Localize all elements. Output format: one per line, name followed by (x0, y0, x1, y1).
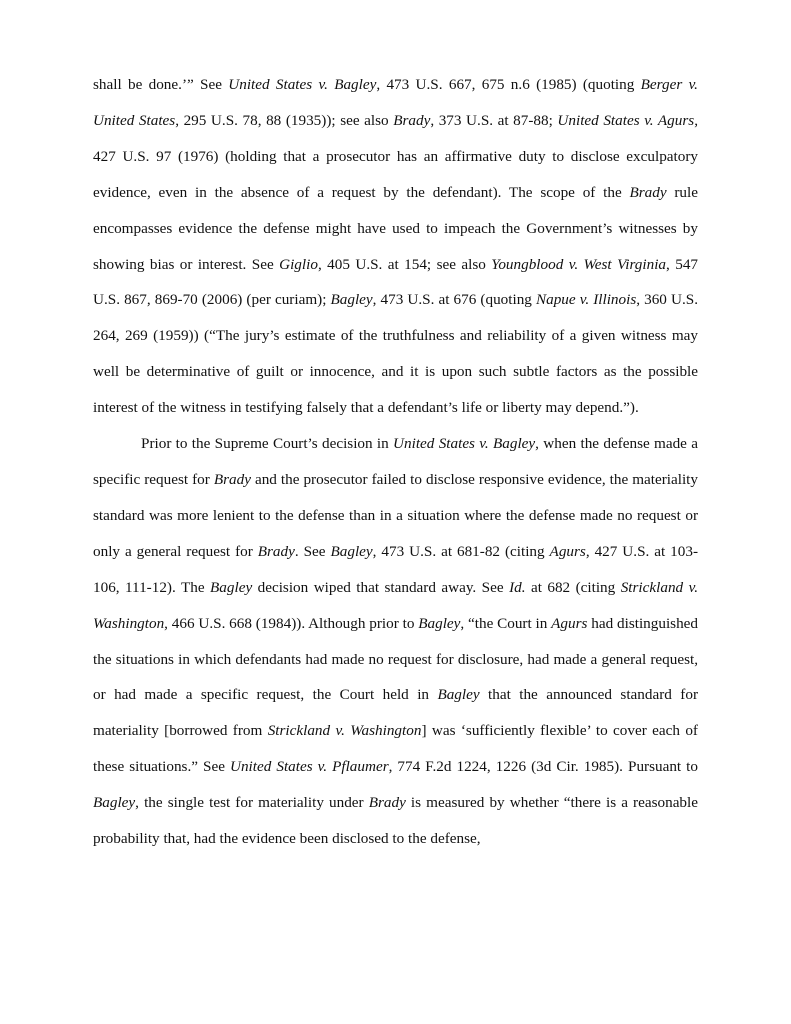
body-text-segment: ] was ‘sufficiently flexible’ to cover each of these situations.” See (93, 722, 698, 776)
italic-citation-text: Bagley (330, 542, 373, 560)
body-text-segment: , 373 U.S. at 87-88; (430, 111, 558, 129)
paragraph-1 (93, 67, 698, 426)
italic-citation-text: Brady (257, 542, 295, 560)
italic-citation-text: Agurs (551, 614, 588, 632)
italic-citation-text: Bagley (93, 794, 136, 812)
italic-citation-text: United States v. Bagley (228, 76, 377, 93)
body-text-segment: , 774 F.2d 1224, 1226 (3d Cir. 1985). Pursuant to (388, 758, 698, 776)
body-text-segment: , 427 U.S. at 103-106, 111-12). The (93, 542, 699, 596)
italic-citation-text: Bagley (418, 614, 461, 632)
italic-citation-text: Bagley (210, 578, 253, 596)
body-text-segment: , when the defense made a specific request for (93, 435, 698, 488)
italic-citation-text: Brady (213, 470, 251, 488)
italic-citation-text: United States v. Agurs (557, 111, 695, 129)
italic-citation-text: Brady (629, 183, 667, 201)
body-text-segment: had distinguished the situations in which defendants had made no request for disclosure, had made a general request, or had made a specific request, the Court held in (93, 614, 699, 704)
italic-citation-text: Napue v. Illinois (535, 291, 637, 309)
body-text-segment: that the announced standard for materiality [borrowed from (93, 686, 698, 740)
body-text-segment: , 547 U.S. 867, 869-70 (2006) (per curiam); (93, 255, 699, 309)
body-text-segment: rule encompasses evidence the defense might have used to impeach the Government’s witnesses by showing bias or interest. See (93, 183, 698, 273)
italic-citation-text: Agurs (549, 542, 586, 560)
italic-citation-text: United States v. Pflaumer (229, 758, 389, 776)
italic-citation-text: United States v. Bagley (393, 435, 536, 453)
italic-citation-text: Strickland v. Washington (93, 578, 698, 632)
body-text-segment: Prior to the Supreme Court’s decision in (141, 435, 394, 453)
body-text-segment: shall be done.’” See (93, 76, 229, 93)
body-text-segment: , 473 U.S. 667, 675 n.6 (1985) (quoting (376, 76, 641, 93)
italic-citation-text: Id. (509, 578, 526, 596)
italic-citation-text: Bagley (330, 291, 373, 309)
body-text-segment: , 360 U.S. 264, 269 (1959)) (“The jury’s estimate of the truthfulness and reliability of a given witness may well be determinative of guilt or innocence, and it is upon such subtle factors as the possible interest of the witness in testifying falsely that a defendant’s life or liberty may depend.”). (93, 291, 698, 417)
italic-citation-text: Berger v. United States (93, 76, 698, 129)
body-text-segment: is measured by whether “there is a reasonable probability that, had the evidence been disclosed to the defense, (93, 794, 698, 848)
body-text-segment: . See (294, 542, 331, 560)
body-text-segment: , 427 U.S. 97 (1976) (holding that a prosecutor has an affirmative duty to disclose exculpatory evidence, even in the absence of a request by the defendant). The scope of the (93, 111, 698, 201)
body-text-segment: , 466 U.S. 668 (1984)). Although prior to (164, 614, 419, 632)
body-text-segment: , 473 U.S. at 681-82 (citing (372, 542, 550, 560)
italic-citation-text: Bagley (437, 686, 480, 704)
body-text-segment: , 295 U.S. 78, 88 (1935)); see also (175, 111, 394, 129)
body-text-segment: , 405 U.S. at 154; see also (317, 255, 492, 273)
body-text-segment: , “the Court in (460, 614, 552, 632)
italic-citation-text: Giglio (279, 255, 318, 273)
paragraph-2 (93, 426, 698, 857)
italic-citation-text: Youngblood v. West Virginia (491, 255, 667, 273)
italic-citation-text: Strickland v. Washington (267, 722, 422, 740)
body-text (93, 67, 698, 857)
italic-citation-text: Brady (393, 111, 431, 129)
body-text-segment: and the prosecutor failed to disclose responsive evidence, the materiality standard was more lenient to the defense than in a situation where the defense made no request or only a general request for (93, 470, 698, 560)
italic-citation-text: Brady (368, 794, 406, 812)
body-text-segment: at 682 (citing (525, 578, 621, 596)
body-text-segment: , the single test for materiality under (135, 794, 369, 812)
body-text-segment: , 473 U.S. at 676 (quoting (372, 291, 536, 309)
body-text-segment: decision wiped that standard away. See (252, 578, 510, 596)
